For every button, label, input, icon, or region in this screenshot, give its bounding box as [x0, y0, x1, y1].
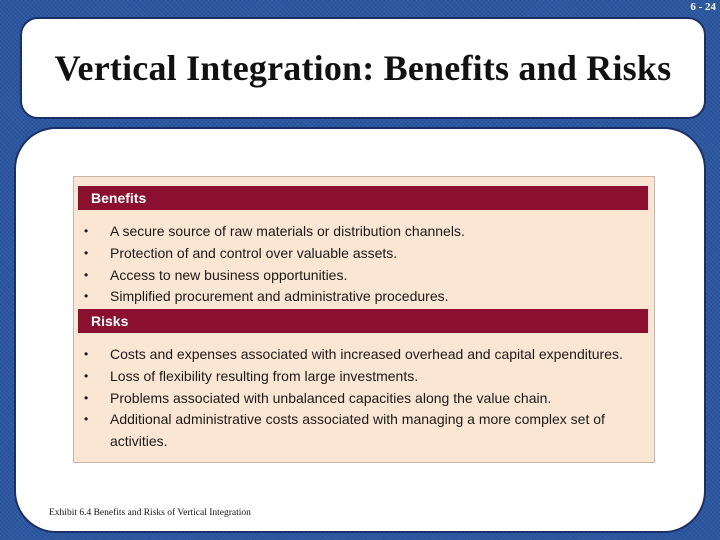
bullet-icon: • [84, 224, 89, 238]
exhibit-caption: Exhibit 6.4 Benefits and Risks of Vertical Integration [49, 508, 251, 518]
bullet-icon: • [84, 368, 89, 383]
bullet-icon: • [84, 412, 89, 427]
risks-list [84, 344, 644, 453]
page-number: 6 - 24 [690, 1, 716, 13]
benefit-item [84, 221, 644, 243]
benefit-item [84, 286, 644, 308]
risks-heading: Risks [78, 309, 648, 333]
slide-title: Vertical Integration: Benefits and Risks [54, 48, 672, 88]
benefits-list [84, 221, 644, 308]
content-box [14, 127, 706, 533]
benefit-item [84, 243, 644, 265]
risk-text: Loss of flexibility resulting from large investments. [110, 367, 419, 384]
benefit-item [84, 265, 644, 287]
risk-text: Additional administrative costs associated with managing a more complex set of activities. [110, 411, 605, 450]
benefit-text: A secure source of raw materials or distribution channels. [110, 223, 465, 239]
benefit-text: Simplified procurement and administrative procedures. [110, 288, 449, 305]
benefit-text: Access to new business opportunities. [110, 266, 348, 283]
exhibit-table [73, 176, 655, 463]
risk-text: Costs and expenses associated with increased overhead and capital expenditures. [110, 346, 623, 362]
bullet-icon: • [84, 267, 89, 282]
risk-item [84, 366, 644, 388]
benefits-heading: Benefits [78, 186, 648, 210]
risk-item [84, 388, 644, 410]
benefit-text: Protection of and control over valuable assets. [110, 244, 398, 261]
bullet-icon: • [84, 289, 89, 304]
risk-item [84, 344, 644, 366]
risk-item [84, 409, 644, 453]
bullet-icon: • [84, 347, 89, 361]
bullet-icon: • [84, 390, 89, 405]
risk-text: Problems associated with unbalanced capacities along the value chain. [110, 389, 552, 406]
bullet-icon: • [84, 245, 89, 260]
title-box [20, 17, 706, 119]
